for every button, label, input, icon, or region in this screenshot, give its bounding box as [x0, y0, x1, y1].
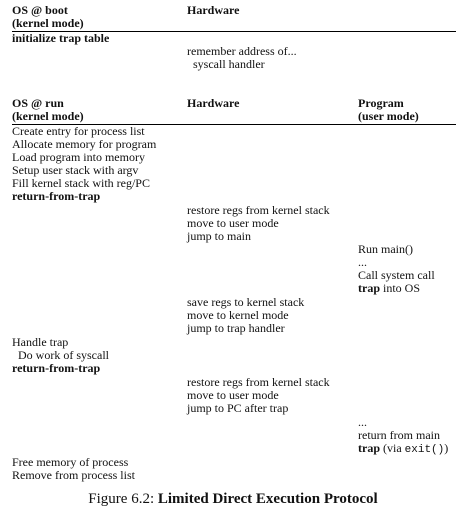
trap-exit-pre: (via	[380, 441, 405, 455]
run-prog-row: Call system call	[358, 268, 435, 282]
run-os-row: Do work of syscall	[12, 348, 109, 362]
run-os-header-line1: OS @ run	[12, 96, 64, 110]
run-os-row-return-from-trap: return-from-trap	[12, 361, 101, 375]
trap-rest: into OS	[380, 281, 421, 295]
run-hw-row: move to user mode	[187, 216, 279, 230]
run-os-row: Free memory of process	[12, 455, 129, 469]
exit-code: exit()	[404, 444, 445, 456]
run-os-row: Fill kernel stack with reg/PC	[12, 176, 150, 190]
run-os-row: Remove from process list	[12, 468, 135, 482]
run-hw-row: restore regs from kernel stack	[187, 375, 330, 389]
boot-hw-header: Hardware	[187, 3, 240, 17]
run-os-row: Handle trap	[12, 335, 69, 349]
run-prog-row-trap-exit	[358, 442, 448, 457]
run-os-row: Setup user stack with argv	[12, 163, 139, 177]
caption-label: Figure 6.2:	[88, 491, 158, 507]
run-os-row: Create entry for process list	[12, 124, 145, 138]
run-hw-row: save regs to kernel stack	[187, 295, 305, 309]
run-hw-row: restore regs from kernel stack	[187, 203, 330, 217]
run-os-row-return-from-trap: return-from-trap	[12, 189, 101, 203]
run-hw-row: jump to main	[187, 229, 251, 243]
boot-os-header-line1: OS @ boot	[12, 3, 68, 17]
boot-os-header-line2: (kernel mode)	[12, 16, 84, 30]
run-os-row: Load program into memory	[12, 150, 145, 164]
boot-hw-row: syscall handler	[187, 57, 265, 71]
run-os-row: Allocate memory for program	[12, 137, 157, 151]
run-prog-header-line1: Program	[358, 96, 404, 110]
run-hw-row: jump to trap handler	[187, 321, 285, 335]
trap-keyword: trap	[358, 441, 380, 455]
boot-os-row: initialize trap table	[12, 31, 110, 45]
run-prog-row: ...	[358, 255, 367, 269]
run-hw-row: move to user mode	[187, 388, 279, 402]
run-os-header-line2: (kernel mode)	[12, 109, 84, 123]
run-prog-header-line2: (user mode)	[358, 109, 419, 123]
figure-caption	[0, 491, 466, 508]
run-prog-row: ...	[358, 415, 367, 429]
boot-hw-row: remember address of...	[187, 44, 297, 58]
trap-exit-post: )	[444, 441, 449, 455]
run-prog-row: return from main	[358, 428, 440, 442]
run-hw-header: Hardware	[187, 96, 240, 110]
run-prog-row-trap	[358, 282, 420, 295]
run-prog-row: Run main()	[358, 242, 413, 256]
trap-keyword: trap	[358, 281, 380, 295]
run-hw-row: move to kernel mode	[187, 308, 289, 322]
run-hw-row: jump to PC after trap	[187, 401, 289, 415]
caption-title: Limited Direct Execution Protocol	[157, 491, 378, 507]
